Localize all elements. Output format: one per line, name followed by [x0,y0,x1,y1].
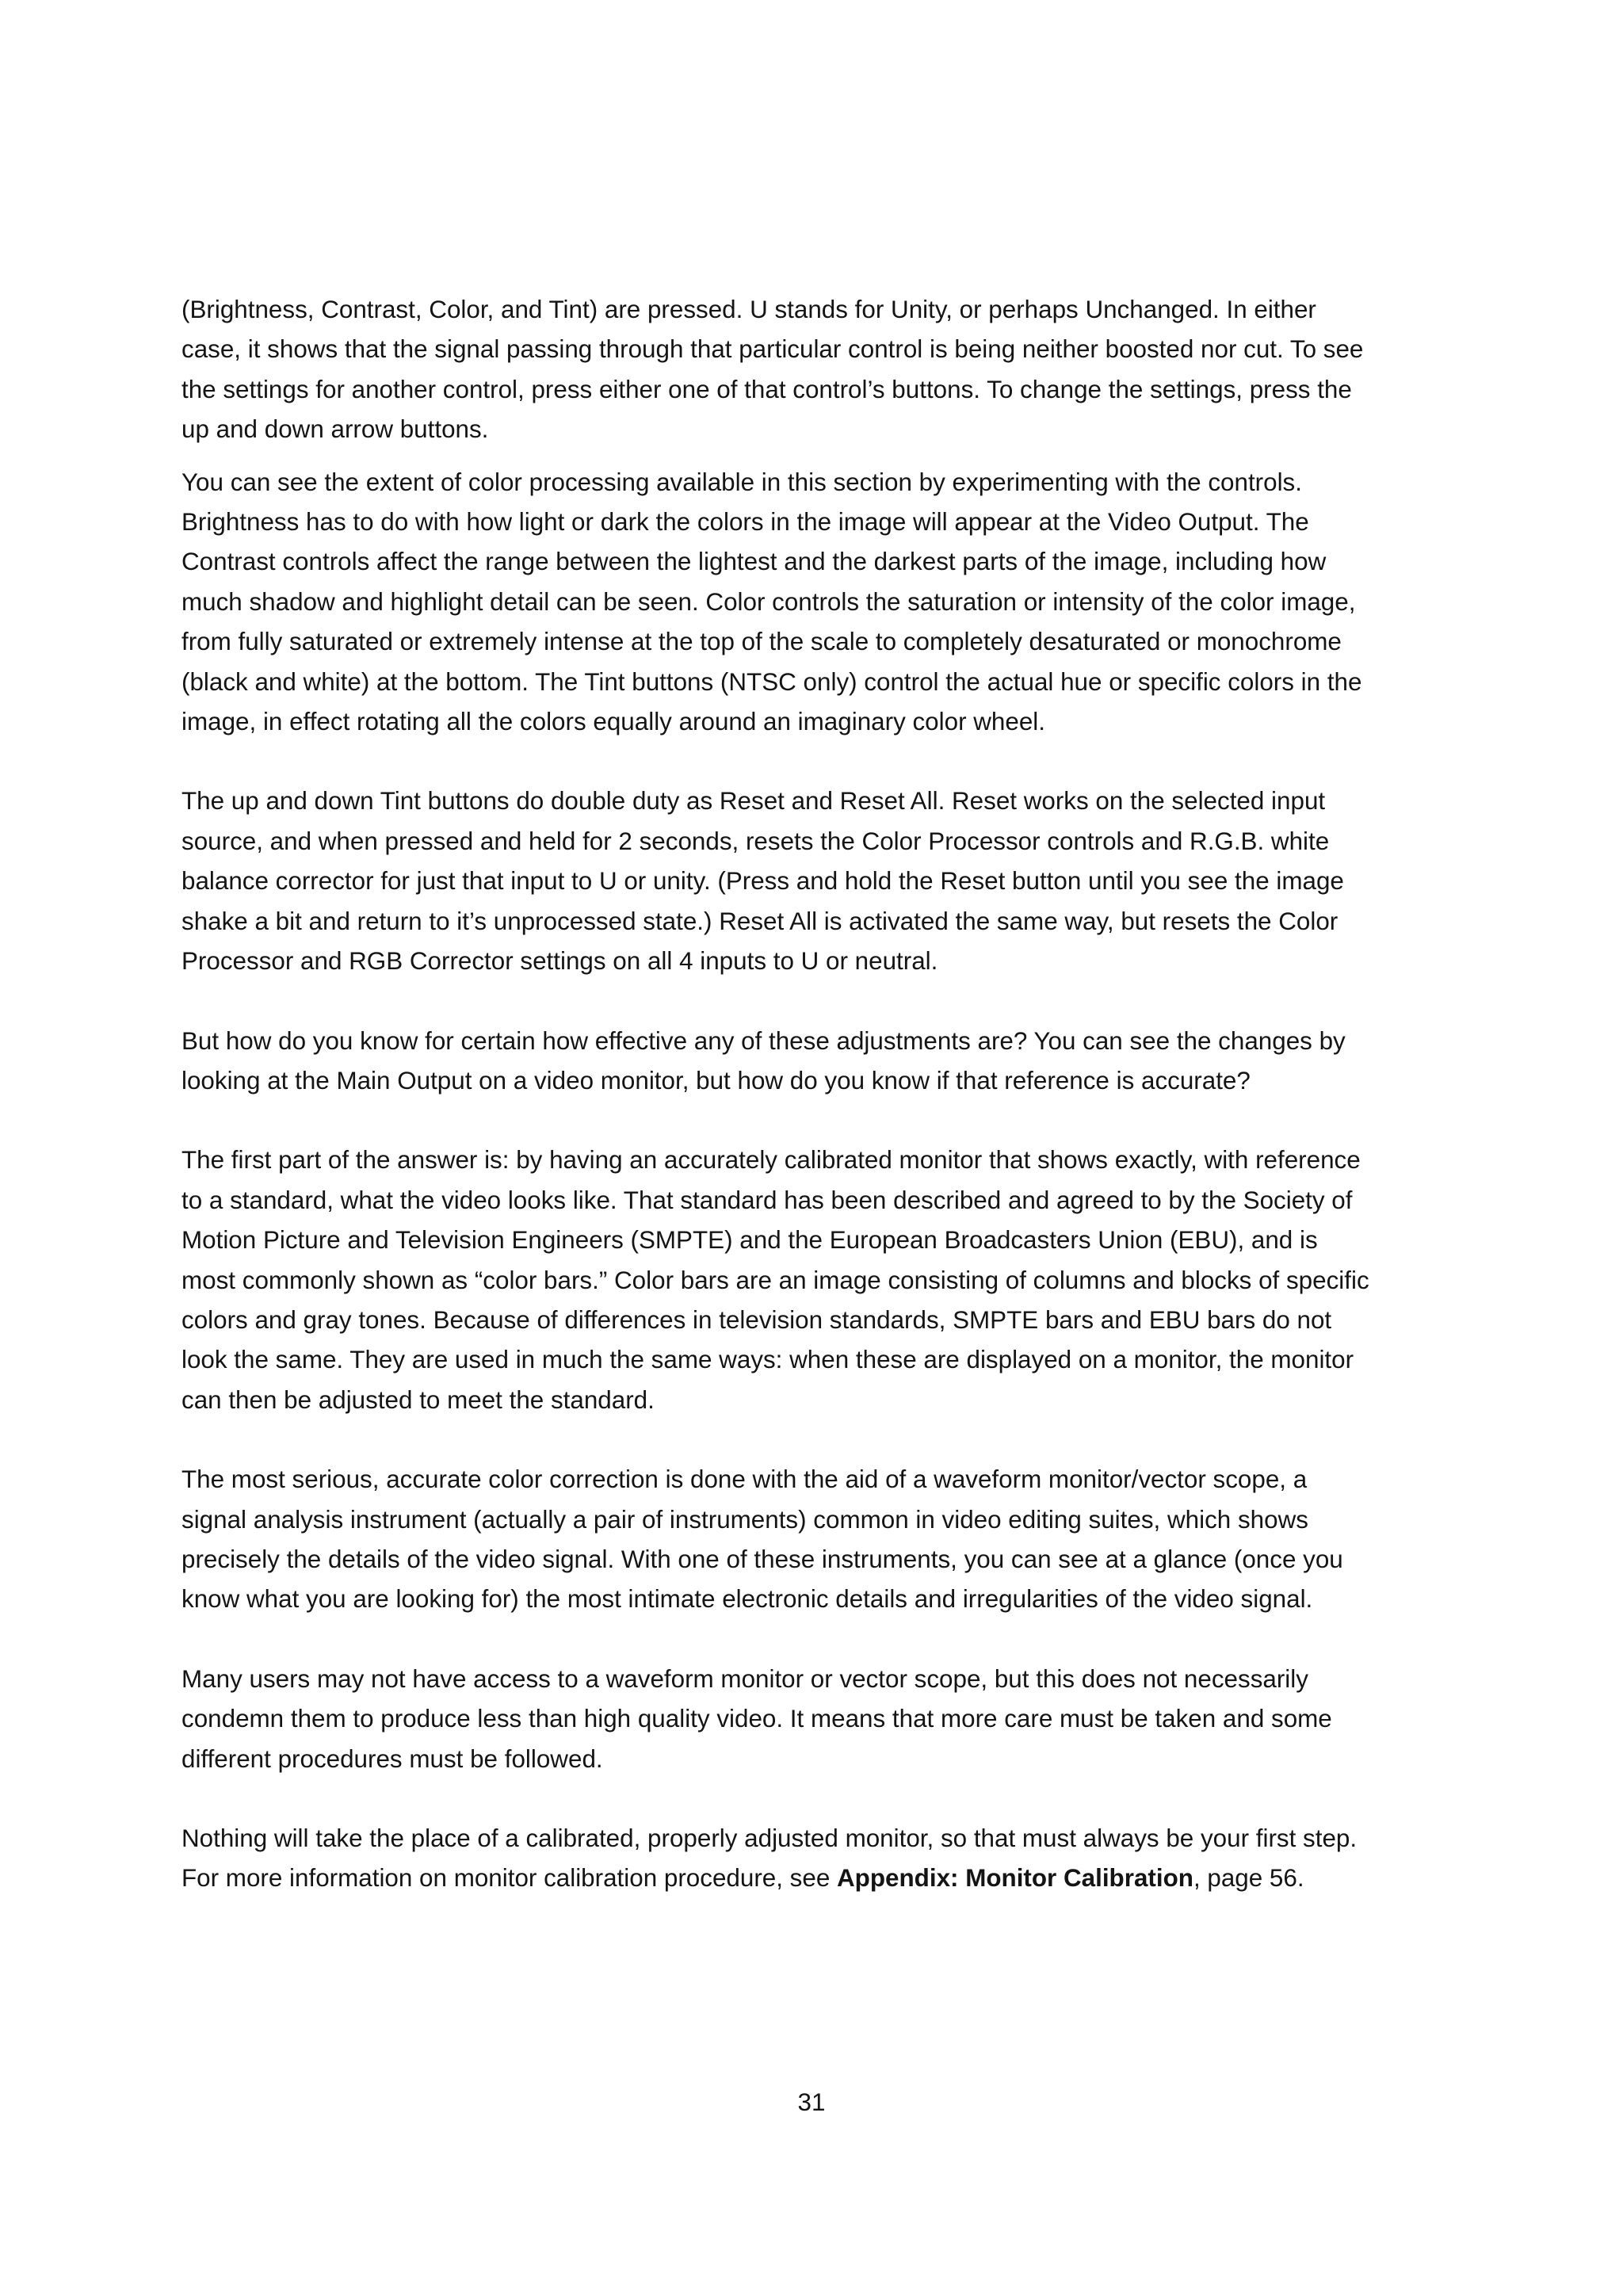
text-line: can then be adjusted to meet the standard. [181,1385,655,1414]
text-line: (black and white) at the bottom. The Tint buttons (NTSC only) control the actual hue or specific colors in the [181,667,1362,696]
text-line: Brightness has to do with how light or dark the colors in the image will appear at the Video Output. The [181,508,1309,537]
text-line: know what you are looking for) the most intimate electronic details and irregularities of the video signal. [181,1585,1313,1614]
text-line: source, and when pressed and held for 2 seconds, resets the Color Processor controls and R.G.B. white [181,827,1330,855]
text-line: colors and gray tones. Because of differences in television standards, SMPTE bars and EBU bars do not [181,1305,1332,1334]
text-line: to a standard, what the video looks like. That standard has been described and agreed to by the Society of [181,1186,1353,1214]
page-number: 31 [797,2088,826,2116]
text-line: up and down arrow buttons. [181,415,489,444]
text-line: Motion Picture and Television Engineers (SMPTE) and the European Broadcasters Union (EBU), and is [181,1226,1318,1255]
text-line: look the same. They are used in much the same ways: when these are displayed on a monitor, the monitor [181,1346,1354,1374]
text-line: much shadow and highlight detail can be seen. Color controls the saturation or intensity of the color image, [181,587,1356,616]
paragraph-color-processing [181,463,1465,743]
paragraph-calibrated-monitor [181,1140,1465,1420]
text-line: the settings for another control, press either one of that control’s buttons. To change the settings, press the [181,375,1352,403]
text-line: Many users may not have access to a waveform monitor or vector scope, but this does not necessarily [181,1664,1308,1693]
body-text [181,290,1465,1899]
text-line: precisely the details of the video signal. With one of these instruments, you can see at a glance (once you [181,1545,1343,1573]
text-line: shake a bit and return to it’s unprocessed state.) Reset All is activated the same way, but resets the Color [181,907,1338,935]
text-line: looking at the Main Output on a video monitor, but how do you know if that reference is accurate? [181,1066,1251,1095]
appendix-reference-link[interactable]: Appendix: Monitor Calibration [837,1864,1193,1893]
reference-suffix: , page 56. [1193,1864,1304,1893]
text-line: You can see the extent of color processing available in this section by experimenting with the controls. [181,468,1302,496]
text-line: from fully saturated or extremely intense at the top of the scale to completely desaturated or monochrome [181,628,1342,656]
text-line: case, it shows that the signal passing through that particular control is being neither boosted nor cut. To see [181,335,1364,364]
text-line: image, in effect rotating all the colors equally around an imaginary color wheel. [181,708,1045,736]
paragraph-control-settings [181,290,1465,450]
text-line: (Brightness, Contrast, Color, and Tint) are pressed. U stands for Unity, or perhaps Unchanged. In either [181,296,1316,323]
text-line: The most serious, accurate color correction is done with the aid of a waveform monitor/vector scope, a [181,1465,1308,1494]
paragraph-effectiveness [181,1022,1465,1102]
text-line: Processor and RGB Corrector settings on all 4 inputs to U or neutral. [181,947,938,976]
text-line: different procedures must be followed. [181,1744,603,1773]
text-line: The up and down Tint buttons do double duty as Reset and Reset All. Reset works on the selected input [181,787,1326,816]
paragraph-reset [181,781,1465,981]
text-line: most commonly shown as “color bars.” Color bars are an image consisting of columns and blocks of specific [181,1266,1369,1294]
text-line: balance corrector for just that input to U or unity. (Press and hold the Reset button until you see the image [181,867,1344,896]
text-line: condemn them to produce less than high quality video. It means that more care must be taken and some [181,1705,1332,1733]
reference-prefix: For more information on monitor calibration procedure, see [181,1864,838,1893]
text-line-with-reference [181,1859,1465,1898]
text-line: Nothing will take the place of a calibrated, properly adjusted monitor, so that must always be your first step. [181,1824,1358,1852]
text-line: signal analysis instrument (actually a pair of instruments) common in video editing suites, which shows [181,1505,1308,1534]
paragraph-no-access [181,1660,1465,1779]
text-line: But how do you know for certain how effective any of these adjustments are? You can see the changes by [181,1026,1346,1055]
text-line: The first part of the answer is: by having an accurately calibrated monitor that shows exactly, with reference [181,1146,1361,1175]
paragraph-waveform [181,1460,1465,1620]
text-line: Contrast controls affect the range between the lightest and the darkest parts of the image, including how [181,548,1327,576]
paragraph-final [181,1819,1465,1899]
